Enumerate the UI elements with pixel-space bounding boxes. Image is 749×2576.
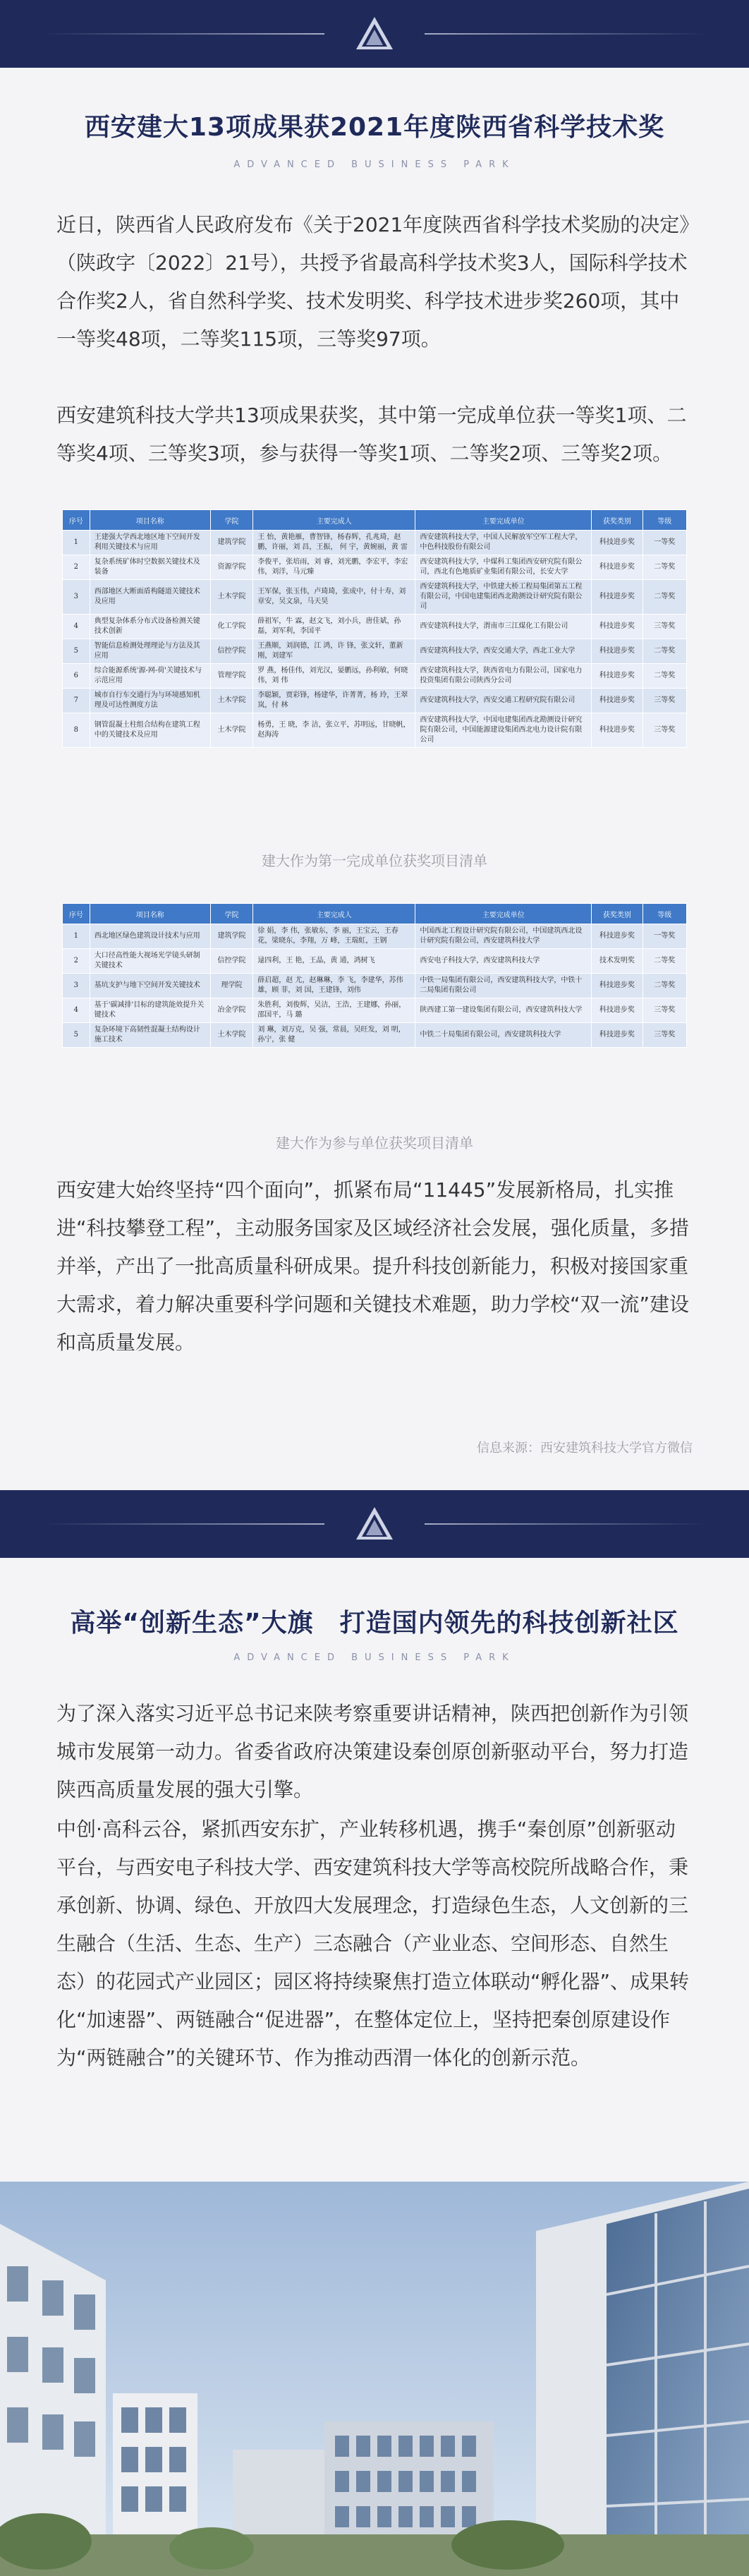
table-cell: 土木学院 — [210, 1023, 252, 1048]
table-cell: 6 — [63, 664, 90, 689]
table-row — [63, 555, 687, 580]
table-cell: 杨勇，王 晓，李 洁，张立平，苏明远，甘晓帆，赵海涛 — [253, 713, 415, 748]
table-row — [63, 998, 687, 1023]
table-cell: 三等奖 — [643, 1023, 686, 1048]
table-cell: 王军保，张玉伟，卢琦琦，张成中，付十寿，刘章安，吴文泉，马天昊 — [253, 580, 415, 615]
table-cell: 钢管混凝土柱组合结构在建筑工程中的关键技术及应用 — [90, 713, 210, 748]
table-cell: 二等奖 — [643, 639, 686, 664]
table-cell: 城市自行车交通行为与环境感知机理及可达性测度方法 — [90, 689, 210, 713]
table-row — [63, 664, 687, 689]
table-cell: 典型复杂体系分布式设备检测关键技术创新 — [90, 615, 210, 639]
table-cell: 中国西北工程设计研究院有限公司，中国建筑西北设计研究院有限公司，西安建筑科技大学 — [415, 924, 592, 949]
table-cell: 西安建筑科技大学，中煤科工集团西安研究院有限公司，西北有色地质矿业集团有限公司，长安大学 — [415, 555, 592, 580]
table-cell: 薛启超，赵 尤，赵琳琳，李 飞，李建华，苏伟雄，顾 菲，刘 国，王建锋，刘伟 — [253, 974, 415, 998]
table-row — [63, 531, 687, 555]
table-cell: 3 — [63, 580, 90, 615]
table-cell: 复杂系统矿体时空数据关键技术及装备 — [90, 555, 210, 580]
table-header-cell: 项目名称 — [90, 510, 210, 531]
table-cell: 陕西建工第一建设集团有限公司，西安建筑科技大学 — [415, 998, 592, 1023]
table-cell: 李俊平，张培雨，刘 睿，刘光鹏，李宏平，李宏伟，刘洋，马元臻 — [253, 555, 415, 580]
table-cell: 三等奖 — [643, 689, 686, 713]
table-cell: 4 — [63, 998, 90, 1023]
table-cell: 三等奖 — [643, 713, 686, 748]
table-cell: 西安建筑科技大学，渭南市三江煤化工有限公司 — [415, 615, 592, 639]
header-band — [0, 1490, 749, 1558]
table-cell: 科技进步奖 — [592, 713, 643, 748]
table-cell: 王 怡，黄艳雁，曹智锋，杨春辉，孔兆琦，赵鹏，许丽，刘 昌，王振， 何 宇，黄婉丽，黄 雷 — [253, 531, 415, 555]
article-title: 高举“创新生态”大旗 打造国内领先的科技创新社区 — [70, 1609, 679, 1638]
table-row — [63, 639, 687, 664]
table-header-cell: 获奖类别 — [592, 510, 643, 531]
paragraph: 西安建大始终坚持“四个面向”，抓紧布局“11445”发展新格局，扎实推进“科技攀登工程”，主动服务国家及区域经济社会发展，强化质量，多措并举，产出了一批高质量科研成果。提升科技创新能力，积极对接国家重大需求，着力解决重要科学问题和关键技术难题，助力学校“双一流”建设和高质量发展。 — [56, 1178, 690, 1354]
table-cell: 西安建筑科技大学，西安交通工程研究院有限公司 — [415, 689, 592, 713]
table-cell: 3 — [63, 974, 90, 998]
table-cell: 科技进步奖 — [592, 998, 643, 1023]
table-header-cell: 主要完成人 — [253, 510, 415, 531]
table-cell: 科技进步奖 — [592, 580, 643, 615]
table-header-cell: 主要完成单位 — [415, 510, 592, 531]
table-cell: 基坑支护与地下空间开发关键技术 — [90, 974, 210, 998]
table-cell: 逯四利，王 艳，王晶，黄 通，鸿树飞 — [253, 949, 415, 974]
paragraph: 近日，陕西省人民政府发布《关于2021年度陕西省科学技术奖励的决定》（陕政字〔2022〕21号），共授予省最高科学技术奖3人，国际科学技术合作奖2人，省自然科学奖、技术发明奖、科学技术进步奖260项，其中一等奖48项，二等奖115项，三等奖97项。 — [56, 213, 690, 351]
table-row — [63, 580, 687, 615]
table-caption: 建大作为第一完成单位获奖项目清单 — [262, 852, 487, 869]
table-cell: 中铁一局集团有限公司，西安建筑科技大学，中铁十二局集团有限公司 — [415, 974, 592, 998]
article-title: 西安建大13项成果获2021年度陕西省科学技术奖 — [84, 113, 665, 142]
table-cell: 土木学院 — [210, 580, 252, 615]
table-cell: 复杂环境下高韧性混凝土结构设计施工技术 — [90, 1023, 210, 1048]
table-cell: 徐 娟，李 伟，张敏东，李 丽，王宝云，王春花，梁晓东，李翔，万 峰，王瑞虹，王钢 — [253, 924, 415, 949]
table-cell: 科技进步奖 — [592, 1023, 643, 1048]
table-cell: 二等奖 — [643, 949, 686, 974]
table-cell: 土木学院 — [210, 689, 252, 713]
table-header-cell: 序号 — [63, 904, 90, 924]
table-header-cell: 项目名称 — [90, 904, 210, 924]
table-cell: 科技进步奖 — [592, 974, 643, 998]
table-cell: 西安建筑科技大学，陕西省电力有限公司，国家电力投资集团有限公司陕西分公司 — [415, 664, 592, 689]
table-cell: 二等奖 — [643, 664, 686, 689]
table-cell: 基于'碳减排'目标的建筑能效提升关键技术 — [90, 998, 210, 1023]
award-table-participant — [62, 903, 687, 1048]
divider — [425, 33, 707, 35]
header-band — [0, 0, 749, 68]
table-cell: 西安建筑科技大学，中铁建大桥工程局集团第五工程有限公司，中国电建集团西北勘测设计研究院有限公司 — [415, 580, 592, 615]
table-cell: 5 — [63, 639, 90, 664]
table-row — [63, 949, 687, 974]
brand-subtitle: ADVANCED BUSINESS PARK — [233, 159, 516, 170]
table-cell: 智能信息检测处理理论与方法及其应用 — [90, 639, 210, 664]
table-header-cell: 主要完成人 — [253, 904, 415, 924]
table-cell: 2 — [63, 555, 90, 580]
table-header-cell: 获奖类别 — [592, 904, 643, 924]
table-cell: 西部地区大断面盾构隧道关键技术及应用 — [90, 580, 210, 615]
table-cell: 建筑学院 — [210, 531, 252, 555]
table-cell: 朱胜利，刘俊辉，吴洁，王浩，王建娜，孙丽，邵国平，马 璐 — [253, 998, 415, 1023]
table-caption: 建大作为参与单位获奖项目清单 — [276, 1135, 473, 1151]
table-cell: 刘 琳，刘万克，吴 强，常晨，吴旺发，刘 明，孙宁，张 健 — [253, 1023, 415, 1048]
table-header-cell: 等级 — [643, 904, 686, 924]
table-cell: 科技进步奖 — [592, 689, 643, 713]
table-header-cell: 学院 — [210, 510, 252, 531]
table-header-cell: 等级 — [643, 510, 686, 531]
table-cell: 1 — [63, 924, 90, 949]
table-cell: 管理学院 — [210, 664, 252, 689]
table-header-cell: 主要完成单位 — [415, 904, 592, 924]
table-row — [63, 1023, 687, 1048]
table-cell: 2 — [63, 949, 90, 974]
table-header-cell: 序号 — [63, 510, 90, 531]
table-cell: 西安建筑科技大学，西安交通大学，西北工业大学 — [415, 639, 592, 664]
paragraph: 为了深入落实习近平总书记来陕考察重要讲话精神，陕西把创新作为引领城市发展第一动力。省委省政府决策建设秦创原创新驱动平台，努力打造陕西高质量发展的强大引擎。 — [56, 1702, 689, 1801]
table-row — [63, 713, 687, 748]
table-cell: 三等奖 — [643, 998, 686, 1023]
table-cell: 信控学院 — [210, 949, 252, 974]
divider — [42, 1523, 324, 1525]
table-cell: 7 — [63, 689, 90, 713]
table-cell: 土木学院 — [210, 713, 252, 748]
table-cell: 中铁二十局集团有限公司，西安建筑科技大学 — [415, 1023, 592, 1048]
table-cell: 综合能源系统'源-网-荷'关键技术与示范应用 — [90, 664, 210, 689]
table-cell: 薛祖军，牛 霖，赵文飞，刘小兵，唐佳斌，孙 磊，刘军利，李国平 — [253, 615, 415, 639]
table-row — [63, 924, 687, 949]
table-cell: 三等奖 — [643, 615, 686, 639]
table-cell: 科技进步奖 — [592, 664, 643, 689]
table-cell: 资源学院 — [210, 555, 252, 580]
table-cell: 科技进步奖 — [592, 531, 643, 555]
table-cell: 二等奖 — [643, 974, 686, 998]
divider — [425, 1523, 707, 1525]
table-cell: 西安建筑科技大学，中国电建集团西北勘测设计研究院有限公司，中国能源建设集团西北电力设计院有限公司 — [415, 713, 592, 748]
table-cell: 二等奖 — [643, 580, 686, 615]
table-cell: 8 — [63, 713, 90, 748]
table-cell: 李聪颖，贾彩锋，杨建华，许菁菁，杨 玲，王翠岚，付 林 — [253, 689, 415, 713]
table-cell: 信控学院 — [210, 639, 252, 664]
logo-icon — [353, 1503, 396, 1545]
table-cell: 王燕顺，刘润德，江 鸿，许 锋，张文轩，董新刚，刘建军 — [253, 639, 415, 664]
table-cell: 大口径高性能大视场光学镜头研制关键技术 — [90, 949, 210, 974]
table-header-cell: 学院 — [210, 904, 252, 924]
award-table-first-unit — [62, 509, 687, 748]
table-cell: 1 — [63, 531, 90, 555]
table-cell: 理学院 — [210, 974, 252, 998]
source-note: 信息来源：西安建筑科技大学官方微信 — [477, 1441, 693, 1456]
paragraph: 西安建筑科技大学共13项成果获奖，其中第一完成单位获一等奖1项、二等奖4项、三等奖3项，参与获得一等奖1项、二等奖2项、三等奖2项。 — [56, 404, 687, 465]
table-cell: 西安建筑科技大学，中国人民解放军空军工程大学，中色科技股份有限公司 — [415, 531, 592, 555]
table-row — [63, 689, 687, 713]
table-row — [63, 615, 687, 639]
table-cell: 王建强大学西北地区地下空间开发利用关键技术与应用 — [90, 531, 210, 555]
logo-icon — [353, 13, 396, 55]
table-cell: 一等奖 — [643, 531, 686, 555]
campus-building-photo — [0, 2182, 749, 2576]
table-row — [63, 974, 687, 998]
table-cell: 一等奖 — [643, 924, 686, 949]
table-cell: 西安电子科技大学，西安建筑科技大学 — [415, 949, 592, 974]
brand-subtitle: ADVANCED BUSINESS PARK — [233, 1652, 516, 1663]
divider — [42, 33, 324, 35]
table-cell: 科技进步奖 — [592, 555, 643, 580]
table-cell: 科技进步奖 — [592, 924, 643, 949]
table-cell: 科技进步奖 — [592, 615, 643, 639]
table-cell: 冶金学院 — [210, 998, 252, 1023]
paragraph: 中创·高科云谷，紧抓西安东扩，产业转移机遇，携手“秦创原”创新驱动平台，与西安电子科技大学、西安建筑科技大学等高校院所战略合作，秉承创新、协调、绿色、开放四大发展理念，打造绿色生态，人文创新的三生融合（生活、生态、生产）三态融合（产业业态、空间形态、自然生态）的花园式产业园区；园区将持续聚焦打造立体联动“孵化器”、成果转化“加速器”、两链融合“促进器”，在整体定位上，坚持把秦创原建设作为“两链融合”的关键环节、作为推动西渭一体化的创新示范。 — [56, 1818, 690, 2069]
table-cell: 西北地区绿色建筑设计技术与应用 — [90, 924, 210, 949]
table-cell: 二等奖 — [643, 555, 686, 580]
table-cell: 化工学院 — [210, 615, 252, 639]
table-cell: 5 — [63, 1023, 90, 1048]
table-cell: 建筑学院 — [210, 924, 252, 949]
table-cell: 罗 燕，杨佳伟，刘光汉，晏鹏远，孙利敏，何晓伟，刘 伟 — [253, 664, 415, 689]
table-cell: 技术发明奖 — [592, 949, 643, 974]
table-cell: 科技进步奖 — [592, 639, 643, 664]
table-cell: 4 — [63, 615, 90, 639]
